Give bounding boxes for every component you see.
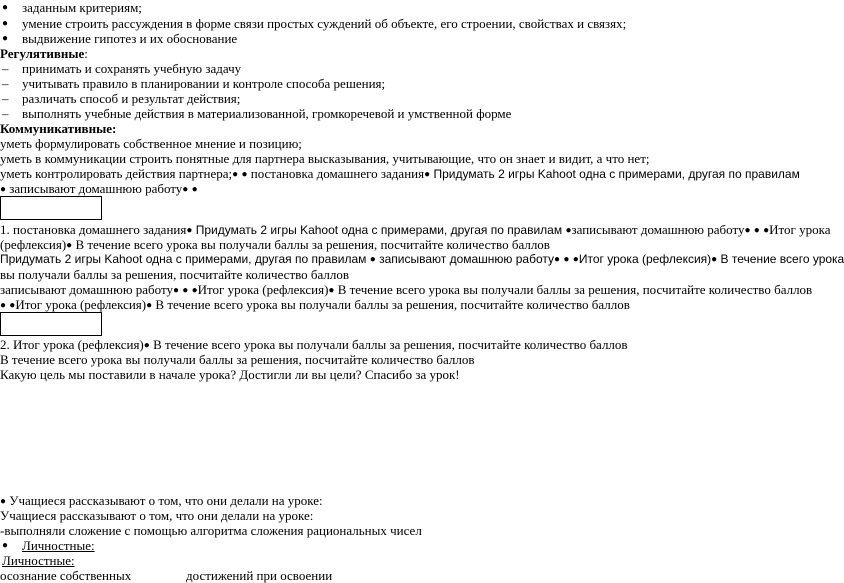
- communicative-line: уметь формулировать собственное мнение и позицию;: [0, 136, 302, 151]
- bullet-icon: ●: [328, 285, 335, 296]
- bullet-icon: ●: [753, 225, 760, 236]
- bullet-icon: ●: [744, 225, 751, 236]
- step-2-line: В течение всего урока вы получали баллы за решения, посчитайте количество баллов: [0, 352, 475, 367]
- step-1-line: Придумать 2 игры Kahoot одна с примерами, другая по правилам ● записывают домашнюю работу● ● ●Итог урока (рефлексия)● В течение всего урока: [0, 252, 844, 266]
- dash-icon: –: [2, 76, 9, 91]
- dash-icon: –: [2, 91, 9, 106]
- bullet-icon: ●: [369, 254, 376, 265]
- bottom-line: ● Учащиеся рассказывают о том, что они делали на уроке:: [0, 493, 323, 508]
- bottom-line: Учащиеся рассказывают о том, что они делали на уроке:: [0, 508, 314, 523]
- bullet-icon: ●: [66, 240, 73, 251]
- empty-box: [0, 312, 102, 336]
- communicative-line: уметь контролировать действия партнера;● ● постановка домашнего задания● Придумать 2 игры Kahoot одна с примерами, другая по правилам: [0, 166, 800, 181]
- criteria-text: выдвижение гипотез и их обоснование: [22, 31, 238, 46]
- bullet-icon: ●: [563, 254, 570, 265]
- bullet-icon: ●: [763, 225, 770, 236]
- bullet-icon: ●: [2, 18, 9, 29]
- empty-box: [0, 196, 102, 220]
- communicative-line: уметь в коммуникации строить понятные для партнера высказывания, учитывающие, что он знает и видит, а что нет;: [0, 151, 650, 166]
- bullet-icon: ●: [572, 254, 579, 265]
- bullet-icon: ●: [143, 340, 150, 351]
- bullet-icon: ●: [0, 184, 7, 195]
- bullet-icon: ●: [186, 225, 193, 236]
- bullet-icon: ●: [182, 285, 189, 296]
- dash-icon: –: [2, 61, 9, 76]
- bullet-icon: ●: [2, 33, 9, 44]
- step-1-line: вы получали баллы за решения, посчитайте количество баллов: [0, 267, 350, 282]
- bullet-icon: ●: [182, 184, 189, 195]
- bullet-icon: ●: [241, 169, 248, 180]
- bullet-icon: ●: [146, 300, 153, 311]
- step-1-line: записывают домашнюю работу● ● ●Итог урока (рефлексия)● В течение всего урока вы получали баллы за решения, посчитайте количество баллов: [0, 282, 813, 297]
- step-1-line: ● ●Итог урока (рефлексия)● В течение всего урока вы получали баллы за решения, посчитайте количество баллов: [0, 297, 630, 312]
- bullet-icon: ●: [565, 225, 572, 236]
- bullet-icon: ●: [554, 254, 561, 265]
- bullet-icon: ●: [191, 184, 198, 195]
- dash-icon: –: [2, 106, 9, 121]
- step-2-line: 2. Итог урока (рефлексия)● В течение всего урока вы получали баллы за решения, посчитайте количество баллов: [0, 337, 628, 352]
- step-2-line: Какую цель мы поставили в начале урока? Достигли ли вы цели? Спасибо за урок!: [0, 367, 460, 382]
- communicative-heading: Коммуникативные:: [0, 121, 117, 136]
- bullet-icon: ●: [232, 169, 239, 180]
- bullet-icon: ●: [9, 300, 16, 311]
- step-1-line: (рефлексия)● В течение всего урока вы получали баллы за решения, посчитайте количество баллов: [0, 237, 550, 252]
- bullet-icon: ●: [2, 540, 9, 551]
- bullet-icon: ●: [0, 496, 7, 507]
- bullet-icon: ●: [0, 300, 7, 311]
- step-1-line: 1. постановка домашнего задания● Придумать 2 игры Kahoot одна с примерами, другая по правилам ●записывают домашнюю работу● ● ●Итог урока: [0, 222, 831, 237]
- criteria-text: умение строить рассуждения в форме связи простых суждений об объекте, его строении, свойствах и связях;: [22, 16, 627, 31]
- bullet-icon: ●: [711, 254, 718, 265]
- bullet-icon: ●: [191, 285, 198, 296]
- bullet-icon: ●: [424, 169, 431, 180]
- bottom-line: -выполняли сложение с помощью алгоритма сложения рациональных чисел: [0, 523, 422, 538]
- regulative-heading: Регулятивные:: [0, 46, 88, 61]
- communicative-line: ● записывают домашнюю работу● ●: [0, 181, 198, 196]
- bottom-line: Личностные:: [2, 553, 75, 568]
- bullet-icon: ●: [2, 2, 9, 13]
- bullet-icon: ●: [173, 285, 180, 296]
- bottom-line: осознание собственных достижений при освоении: [0, 568, 333, 583]
- criteria-text: заданным критериям;: [22, 0, 142, 15]
